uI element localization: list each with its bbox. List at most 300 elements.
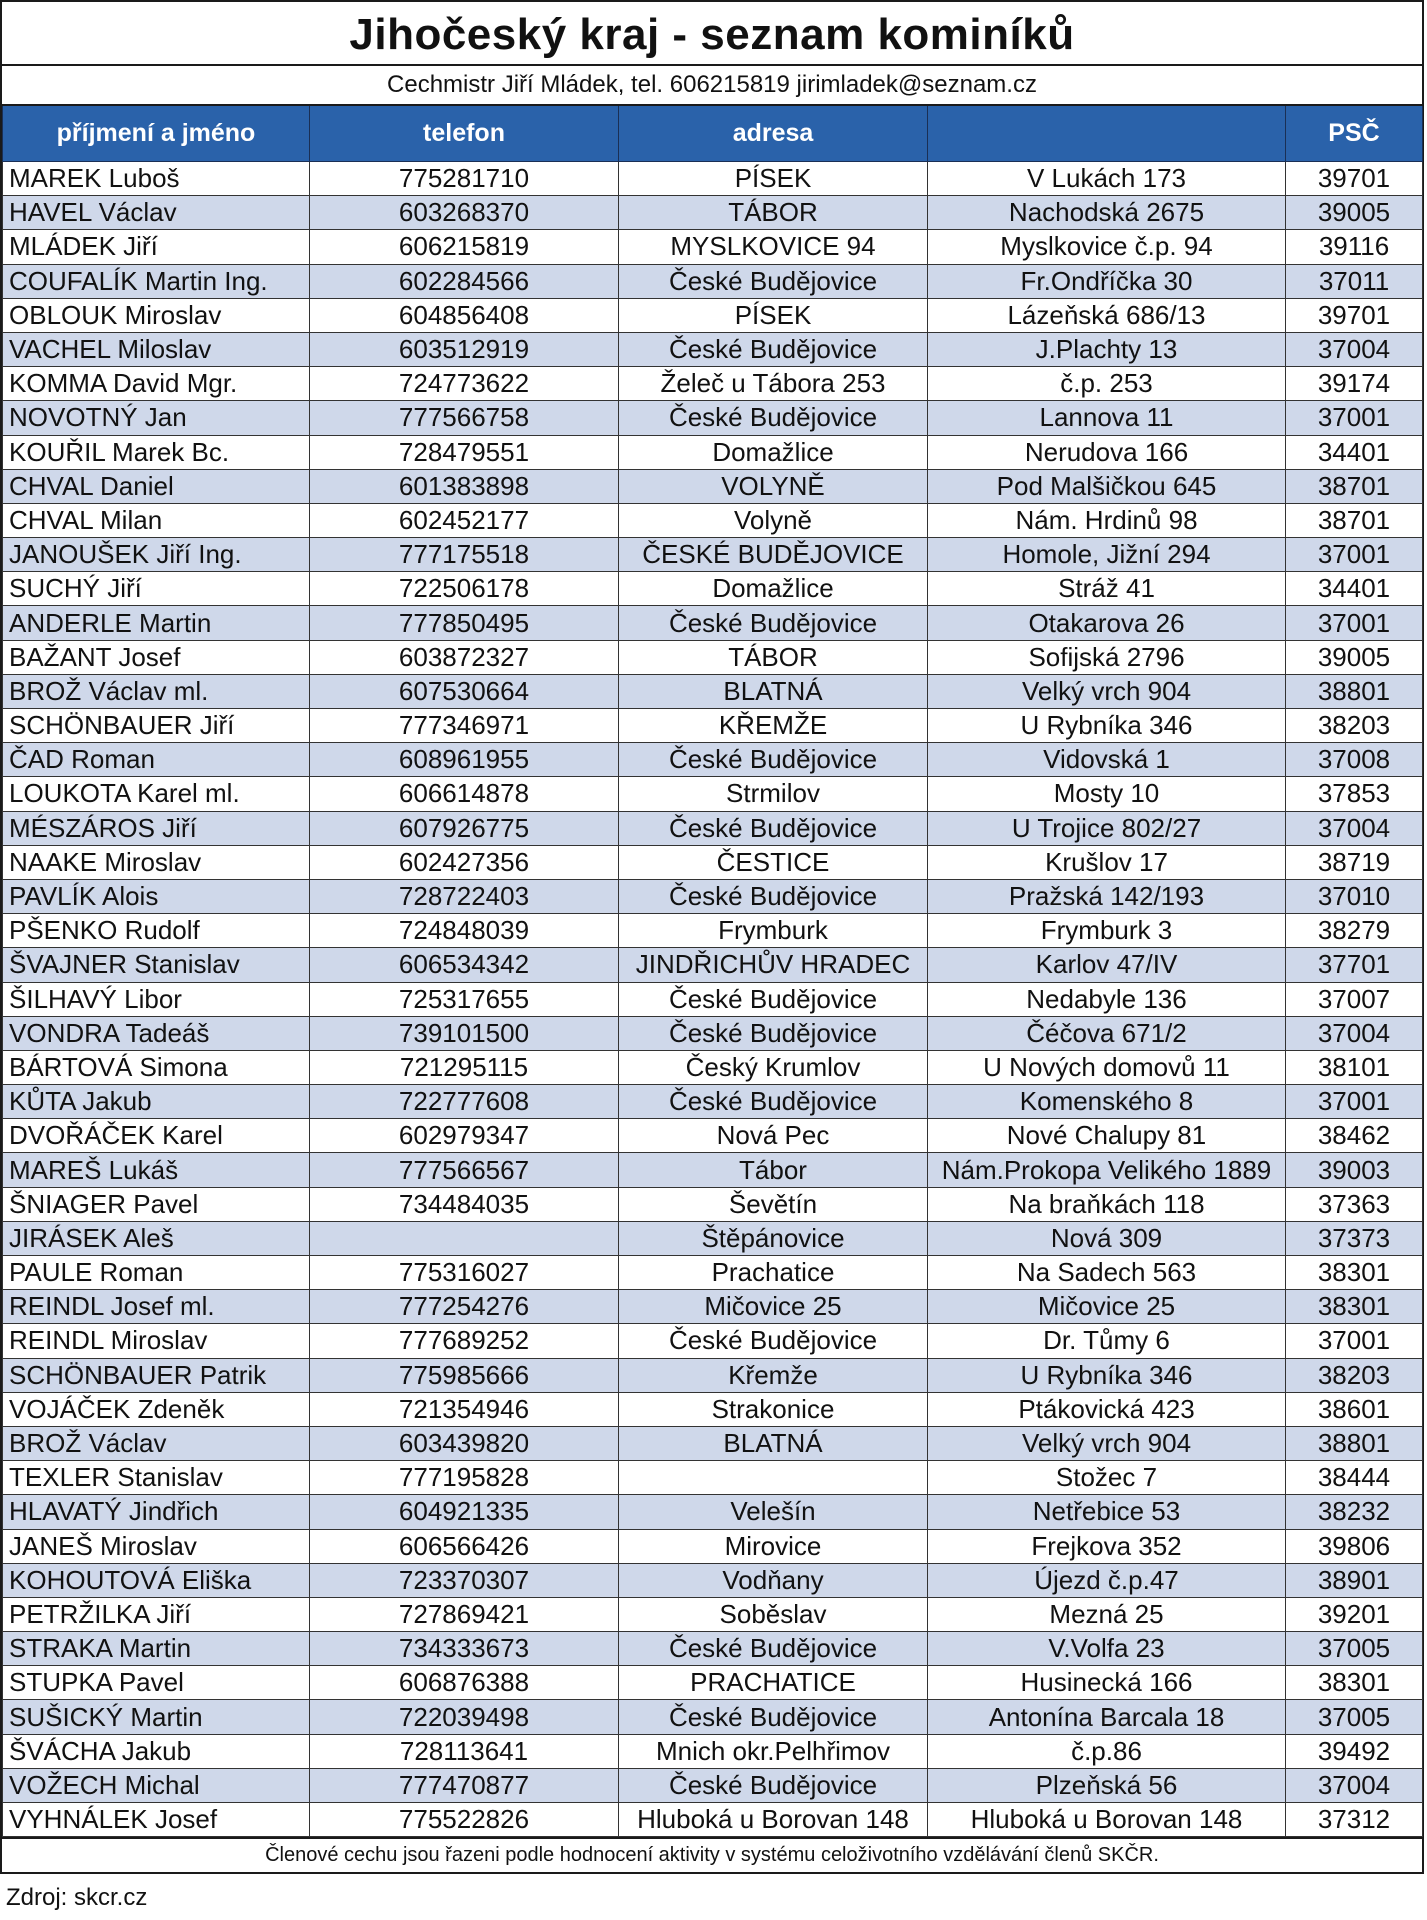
cell-street: V Lukách 173 [928, 162, 1286, 196]
cell-street: Karlov 47/IV [928, 948, 1286, 982]
table-row [3, 332, 1423, 366]
cell-street: Újezd č.p.47 [928, 1563, 1286, 1597]
cell-phone: 728479551 [310, 435, 619, 469]
cell-phone: 606614878 [310, 777, 619, 811]
header-postcode: PSČ [1286, 106, 1423, 162]
cell-name: VONDRA Tadeáš [3, 1016, 310, 1050]
cell-town: České Budějovice [619, 811, 928, 845]
cell-street: Vidovská 1 [928, 743, 1286, 777]
cell-name: PŠENKO Rudolf [3, 914, 310, 948]
table-row [3, 1324, 1423, 1358]
cell-postcode: 34401 [1286, 572, 1423, 606]
table-row [3, 298, 1423, 332]
cell-name: BAŽANT Josef [3, 640, 310, 674]
cell-postcode: 38232 [1286, 1495, 1423, 1529]
cell-town: VOLYNĚ [619, 469, 928, 503]
cell-name: NAAKE Miroslav [3, 845, 310, 879]
cell-town: BLATNÁ [619, 1426, 928, 1460]
cell-street: Plzeňská 56 [928, 1768, 1286, 1802]
cell-phone: 734484035 [310, 1187, 619, 1221]
cell-phone: 724848039 [310, 914, 619, 948]
cell-street: Dr. Tůmy 6 [928, 1324, 1286, 1358]
cell-name: KOMMA David Mgr. [3, 367, 310, 401]
table-row [3, 538, 1423, 572]
table-row [3, 162, 1423, 196]
cell-name: DVOŘÁČEK Karel [3, 1119, 310, 1153]
cell-postcode: 38462 [1286, 1119, 1423, 1153]
cell-town: Volyně [619, 503, 928, 537]
cell-town: České Budějovice [619, 1768, 928, 1802]
cell-town: Štěpánovice [619, 1221, 928, 1255]
cell-postcode: 39005 [1286, 196, 1423, 230]
cell-town: Vodňany [619, 1563, 928, 1597]
cell-town: Mnich okr.Pelhřimov [619, 1734, 928, 1768]
cell-postcode: 38301 [1286, 1666, 1423, 1700]
cell-postcode: 37001 [1286, 606, 1423, 640]
cell-name: KOUŘIL Marek Bc. [3, 435, 310, 469]
cell-name: COUFALÍK Martin Ing. [3, 264, 310, 298]
table-row [3, 1050, 1423, 1084]
cell-postcode: 38101 [1286, 1050, 1423, 1084]
cell-name: BROŽ Václav ml. [3, 674, 310, 708]
cell-postcode: 37004 [1286, 1016, 1423, 1050]
cell-town: Želeč u Tábora 253 [619, 367, 928, 401]
cell-postcode: 39003 [1286, 1153, 1423, 1187]
table-row [3, 1495, 1423, 1529]
cell-name: MLÁDEK Jiří [3, 230, 310, 264]
cell-name: ANDERLE Martin [3, 606, 310, 640]
cell-town: České Budějovice [619, 332, 928, 366]
cell-phone: 601383898 [310, 469, 619, 503]
cell-phone: 606534342 [310, 948, 619, 982]
cell-name: PAVLÍK Alois [3, 879, 310, 913]
cell-street: U Nových domovů 11 [928, 1050, 1286, 1084]
cell-town: Mirovice [619, 1529, 928, 1563]
header-phone: telefon [310, 106, 619, 162]
table-row [3, 1426, 1423, 1460]
cell-name: MAREK Luboš [3, 162, 310, 196]
cell-name: VOJÁČEK Zdeněk [3, 1392, 310, 1426]
header-address: adresa [619, 106, 928, 162]
cell-town: Nová Pec [619, 1119, 928, 1153]
table-row [3, 196, 1423, 230]
cell-phone: 608961955 [310, 743, 619, 777]
cell-street: Frymburk 3 [928, 914, 1286, 948]
table-row [3, 1187, 1423, 1221]
table-row [3, 1221, 1423, 1255]
cell-name: KŮTA Jakub [3, 1085, 310, 1119]
cell-postcode: 39701 [1286, 298, 1423, 332]
cell-street: Čéčova 671/2 [928, 1016, 1286, 1050]
cell-phone: 722039498 [310, 1700, 619, 1734]
cell-postcode: 39116 [1286, 230, 1423, 264]
cell-street: Pod Malšičkou 645 [928, 469, 1286, 503]
cell-name: SUCHÝ Jiří [3, 572, 310, 606]
cell-town: Křemže [619, 1358, 928, 1392]
cell-street: Na braňkách 118 [928, 1187, 1286, 1221]
cell-town: Strmilov [619, 777, 928, 811]
cell-street: J.Plachty 13 [928, 332, 1286, 366]
cell-phone: 777566758 [310, 401, 619, 435]
cell-name: MÉSZÁROS Jiří [3, 811, 310, 845]
table-row [3, 914, 1423, 948]
cell-town: ČESTICE [619, 845, 928, 879]
cell-phone: 777175518 [310, 538, 619, 572]
cell-town: PRACHATICE [619, 1666, 928, 1700]
cell-name: KOHOUTOVÁ Eliška [3, 1563, 310, 1597]
cell-town: České Budějovice [619, 1016, 928, 1050]
table-row [3, 1734, 1423, 1768]
cell-phone: 607926775 [310, 811, 619, 845]
cell-town: Strakonice [619, 1392, 928, 1426]
cell-town: Domažlice [619, 435, 928, 469]
table-row [3, 982, 1423, 1016]
table-row [3, 572, 1423, 606]
cell-postcode: 39174 [1286, 367, 1423, 401]
cell-town: TÁBOR [619, 196, 928, 230]
cell-phone: 603268370 [310, 196, 619, 230]
cell-phone: 603872327 [310, 640, 619, 674]
cell-street: U Rybníka 346 [928, 1358, 1286, 1392]
table-row [3, 811, 1423, 845]
cell-street: Myslkovice č.p. 94 [928, 230, 1286, 264]
table-row [3, 1392, 1423, 1426]
cell-name: SUŠICKÝ Martin [3, 1700, 310, 1734]
cell-street: Mezná 25 [928, 1597, 1286, 1631]
cell-street: č.p.86 [928, 1734, 1286, 1768]
cell-street: Nedabyle 136 [928, 982, 1286, 1016]
table-row [3, 948, 1423, 982]
cell-town: České Budějovice [619, 879, 928, 913]
cell-name: VYHNÁLEK Josef [3, 1803, 310, 1837]
cell-postcode: 37001 [1286, 538, 1423, 572]
cell-town: MYSLKOVICE 94 [619, 230, 928, 264]
table-row [3, 640, 1423, 674]
cell-town: Tábor [619, 1153, 928, 1187]
cell-postcode: 38719 [1286, 845, 1423, 879]
cell-town: BLATNÁ [619, 674, 928, 708]
cell-postcode: 37004 [1286, 1768, 1423, 1802]
cell-street: V.Volfa 23 [928, 1632, 1286, 1666]
cell-phone: 777254276 [310, 1290, 619, 1324]
table-row [3, 469, 1423, 503]
cell-street: Lázeňská 686/13 [928, 298, 1286, 332]
header-name: příjmení a jméno [3, 106, 310, 162]
table-row [3, 674, 1423, 708]
cell-name: JANOUŠEK Jiří Ing. [3, 538, 310, 572]
table-row [3, 230, 1423, 264]
cell-phone: 739101500 [310, 1016, 619, 1050]
cell-phone: 606566426 [310, 1529, 619, 1563]
cell-town: Český Krumlov [619, 1050, 928, 1084]
cell-postcode: 38601 [1286, 1392, 1423, 1426]
cell-phone: 777566567 [310, 1153, 619, 1187]
cell-town: TÁBOR [619, 640, 928, 674]
cell-postcode: 37701 [1286, 948, 1423, 982]
cell-phone: 777850495 [310, 606, 619, 640]
cell-name: LOUKOTA Karel ml. [3, 777, 310, 811]
cell-name: SCHÖNBAUER Patrik [3, 1358, 310, 1392]
cell-phone: 607530664 [310, 674, 619, 708]
cell-street: Otakarova 26 [928, 606, 1286, 640]
cell-street: Mičovice 25 [928, 1290, 1286, 1324]
cell-name: CHVAL Daniel [3, 469, 310, 503]
cell-postcode: 37007 [1286, 982, 1423, 1016]
cell-town: PÍSEK [619, 162, 928, 196]
cell-postcode: 37004 [1286, 811, 1423, 845]
cell-phone: 777346971 [310, 709, 619, 743]
cell-town: České Budějovice [619, 264, 928, 298]
cell-postcode: 38801 [1286, 674, 1423, 708]
cell-postcode: 37001 [1286, 1324, 1423, 1358]
cell-street: Pražská 142/193 [928, 879, 1286, 913]
cell-street: Mosty 10 [928, 777, 1286, 811]
table-row [3, 1290, 1423, 1324]
cell-name: ŠVÁCHA Jakub [3, 1734, 310, 1768]
cell-town [619, 1461, 928, 1495]
cell-postcode: 34401 [1286, 435, 1423, 469]
cell-street: Ptákovická 423 [928, 1392, 1286, 1426]
cell-town: Mičovice 25 [619, 1290, 928, 1324]
table-row [3, 1563, 1423, 1597]
cell-postcode: 39492 [1286, 1734, 1423, 1768]
header-street [928, 106, 1286, 162]
cell-phone: 721354946 [310, 1392, 619, 1426]
cell-phone: 602284566 [310, 264, 619, 298]
cell-postcode: 39701 [1286, 162, 1423, 196]
cell-street: Nám.Prokopa Velikého 1889 [928, 1153, 1286, 1187]
cell-street: Sofijská 2796 [928, 640, 1286, 674]
cell-phone: 775522826 [310, 1803, 619, 1837]
table-row [3, 777, 1423, 811]
table-row [3, 1256, 1423, 1290]
cell-name: PAULE Roman [3, 1256, 310, 1290]
cell-town: České Budějovice [619, 1700, 928, 1734]
cell-street: Nerudova 166 [928, 435, 1286, 469]
cell-phone: 603439820 [310, 1426, 619, 1460]
cell-name: NOVOTNÝ Jan [3, 401, 310, 435]
cell-postcode: 37010 [1286, 879, 1423, 913]
cell-phone: 602452177 [310, 503, 619, 537]
cell-name: CHVAL Milan [3, 503, 310, 537]
cell-postcode: 38301 [1286, 1290, 1423, 1324]
cell-postcode: 38203 [1286, 709, 1423, 743]
cell-name: HLAVATÝ Jindřich [3, 1495, 310, 1529]
cell-phone: 775316027 [310, 1256, 619, 1290]
table-row [3, 1461, 1423, 1495]
cell-postcode: 39201 [1286, 1597, 1423, 1631]
cell-name: JIRÁSEK Aleš [3, 1221, 310, 1255]
cell-phone: 728722403 [310, 879, 619, 913]
cell-phone: 734333673 [310, 1632, 619, 1666]
table-row [3, 606, 1423, 640]
cell-town: Prachatice [619, 1256, 928, 1290]
table-row [3, 1632, 1423, 1666]
table-row [3, 709, 1423, 743]
cell-name: REINDL Miroslav [3, 1324, 310, 1358]
cell-postcode: 38801 [1286, 1426, 1423, 1460]
cell-name: BÁRTOVÁ Simona [3, 1050, 310, 1084]
table-row [3, 743, 1423, 777]
cell-street: Stráž 41 [928, 572, 1286, 606]
cell-town: Domažlice [619, 572, 928, 606]
table-row [3, 1666, 1423, 1700]
cell-street: Husinecká 166 [928, 1666, 1286, 1700]
cell-town: Frymburk [619, 914, 928, 948]
cell-postcode: 38279 [1286, 914, 1423, 948]
table-body [3, 162, 1423, 1837]
table-row [3, 1358, 1423, 1392]
cell-town: JINDŘICHŮV HRADEC [619, 948, 928, 982]
cell-name: REINDL Josef ml. [3, 1290, 310, 1324]
sweep-table [2, 106, 1423, 1837]
cell-name: JANEŠ Miroslav [3, 1529, 310, 1563]
cell-town: České Budějovice [619, 606, 928, 640]
cell-name: ŠNIAGER Pavel [3, 1187, 310, 1221]
guild-master-contact: Cechmistr Jiří Mládek, tel. 606215819 jirimladek@seznam.cz [2, 66, 1422, 106]
cell-name: PETRŽILKA Jiří [3, 1597, 310, 1631]
cell-phone: 777689252 [310, 1324, 619, 1358]
cell-postcode: 38701 [1286, 469, 1423, 503]
cell-street: Fr.Ondříčka 30 [928, 264, 1286, 298]
cell-phone: 723370307 [310, 1563, 619, 1597]
cell-phone: 606876388 [310, 1666, 619, 1700]
cell-phone: 602427356 [310, 845, 619, 879]
cell-postcode: 37853 [1286, 777, 1423, 811]
table-row [3, 401, 1423, 435]
cell-name: MAREŠ Lukáš [3, 1153, 310, 1187]
cell-postcode: 37005 [1286, 1700, 1423, 1734]
table-row [3, 503, 1423, 537]
cell-street: Hluboká u Borovan 148 [928, 1803, 1286, 1837]
cell-phone: 775985666 [310, 1358, 619, 1392]
cell-street: Velký vrch 904 [928, 674, 1286, 708]
cell-street: Netřebice 53 [928, 1495, 1286, 1529]
cell-phone: 603512919 [310, 332, 619, 366]
cell-phone: 775281710 [310, 162, 619, 196]
cell-street: Nové Chalupy 81 [928, 1119, 1286, 1153]
cell-name: TEXLER Stanislav [3, 1461, 310, 1495]
cell-phone: 602979347 [310, 1119, 619, 1153]
cell-name: ŠVAJNER Stanislav [3, 948, 310, 982]
cell-name: SCHÖNBAUER Jiří [3, 709, 310, 743]
cell-town: Hluboká u Borovan 148 [619, 1803, 928, 1837]
cell-street: Nová 309 [928, 1221, 1286, 1255]
cell-street: č.p. 253 [928, 367, 1286, 401]
cell-town: České Budějovice [619, 401, 928, 435]
cell-name: OBLOUK Miroslav [3, 298, 310, 332]
cell-street: Velký vrch 904 [928, 1426, 1286, 1460]
cell-name: ČAD Roman [3, 743, 310, 777]
table-row [3, 879, 1423, 913]
cell-postcode: 38901 [1286, 1563, 1423, 1597]
source-credit: Zdroj: skcr.cz [6, 1884, 148, 1911]
cell-street: Na Sadech 563 [928, 1256, 1286, 1290]
cell-town: České Budějovice [619, 1085, 928, 1119]
cell-town: České Budějovice [619, 1632, 928, 1666]
table-row [3, 1768, 1423, 1802]
table-row [3, 1016, 1423, 1050]
cell-town: České Budějovice [619, 743, 928, 777]
cell-town: České Budějovice [619, 1324, 928, 1358]
cell-postcode: 37312 [1286, 1803, 1423, 1837]
cell-town: KŘEMŽE [619, 709, 928, 743]
cell-town: PÍSEK [619, 298, 928, 332]
cell-name: STUPKA Pavel [3, 1666, 310, 1700]
cell-postcode: 38301 [1286, 1256, 1423, 1290]
cell-town: Soběslav [619, 1597, 928, 1631]
cell-postcode: 38203 [1286, 1358, 1423, 1392]
cell-phone: 721295115 [310, 1050, 619, 1084]
cell-postcode: 37363 [1286, 1187, 1423, 1221]
cell-postcode: 38701 [1286, 503, 1423, 537]
page-title: Jihočeský kraj - seznam kominíků [2, 2, 1422, 66]
cell-postcode: 39005 [1286, 640, 1423, 674]
cell-street: Krušlov 17 [928, 845, 1286, 879]
cell-name: BROŽ Václav [3, 1426, 310, 1460]
cell-street: Antonína Barcala 18 [928, 1700, 1286, 1734]
cell-phone: 727869421 [310, 1597, 619, 1631]
cell-name: STRAKA Martin [3, 1632, 310, 1666]
cell-town: České Budějovice [619, 982, 928, 1016]
table-row [3, 264, 1423, 298]
cell-street: Frejkova 352 [928, 1529, 1286, 1563]
cell-postcode: 38444 [1286, 1461, 1423, 1495]
cell-street: Homole, Jižní 294 [928, 538, 1286, 572]
cell-phone: 606215819 [310, 230, 619, 264]
table-row [3, 435, 1423, 469]
cell-postcode: 39806 [1286, 1529, 1423, 1563]
cell-postcode: 37001 [1286, 1085, 1423, 1119]
cell-street: U Trojice 802/27 [928, 811, 1286, 845]
cell-town: Velešín [619, 1495, 928, 1529]
cell-phone: 604921335 [310, 1495, 619, 1529]
cell-postcode: 37001 [1286, 401, 1423, 435]
table-row [3, 1085, 1423, 1119]
cell-town: Ševětín [619, 1187, 928, 1221]
table-row [3, 367, 1423, 401]
cell-name: HAVEL Václav [3, 196, 310, 230]
footnote: Členové cechu jsou řazeni podle hodnocení aktivity v systému celoživotního vzdělávání členů SKČR. [2, 1837, 1422, 1872]
cell-town: ČESKÉ BUDĚJOVICE [619, 538, 928, 572]
table-row [3, 845, 1423, 879]
cell-street: Nám. Hrdinů 98 [928, 503, 1286, 537]
table-row [3, 1153, 1423, 1187]
cell-postcode: 37004 [1286, 332, 1423, 366]
cell-phone: 777195828 [310, 1461, 619, 1495]
cell-street: Lannova 11 [928, 401, 1286, 435]
table-row [3, 1803, 1423, 1837]
cell-postcode: 37373 [1286, 1221, 1423, 1255]
cell-phone [310, 1221, 619, 1255]
cell-postcode: 37008 [1286, 743, 1423, 777]
cell-phone: 725317655 [310, 982, 619, 1016]
cell-name: ŠILHAVÝ Libor [3, 982, 310, 1016]
cell-phone: 728113641 [310, 1734, 619, 1768]
cell-postcode: 37011 [1286, 264, 1423, 298]
cell-street: U Rybníka 346 [928, 709, 1286, 743]
cell-name: VOŽECH Michal [3, 1768, 310, 1802]
cell-phone: 722777608 [310, 1085, 619, 1119]
cell-postcode: 37005 [1286, 1632, 1423, 1666]
cell-street: Komenského 8 [928, 1085, 1286, 1119]
table-row [3, 1529, 1423, 1563]
cell-street: Nachodská 2675 [928, 196, 1286, 230]
cell-phone: 722506178 [310, 572, 619, 606]
table-row [3, 1597, 1423, 1631]
cell-phone: 724773622 [310, 367, 619, 401]
table-row [3, 1700, 1423, 1734]
